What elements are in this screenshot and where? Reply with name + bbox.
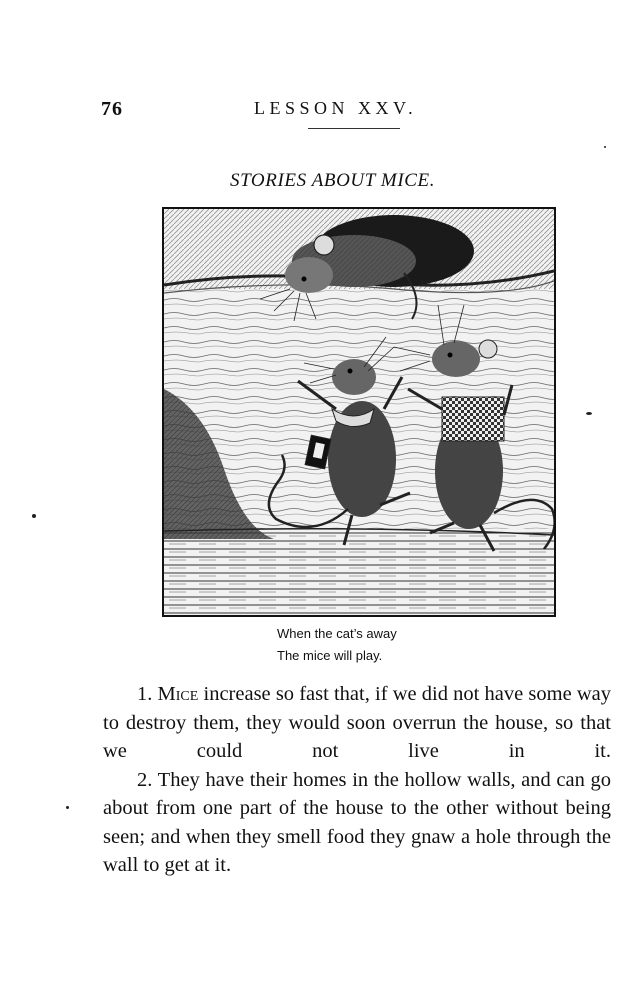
heading-rule	[308, 128, 400, 129]
paragraph-2	[103, 766, 611, 880]
lesson-heading: LESSON XXV.	[254, 98, 418, 118]
ink-speck	[66, 806, 69, 809]
ink-speck	[586, 412, 592, 415]
engraving	[164, 209, 554, 615]
story-title: STORIES ABOUT MICE.	[230, 170, 436, 191]
paragraph-lead: Mice	[157, 683, 199, 705]
caption-line-1: When the cat’s away	[277, 626, 397, 641]
lesson-body	[103, 680, 611, 880]
paragraph-text: increase so fast that, if we did not have some way to destroy them, they would soon overrun the house, so that we could not live in it.	[103, 683, 611, 762]
paragraph-number: 2.	[137, 768, 153, 791]
mice-illustration	[162, 207, 556, 617]
paragraph-1	[103, 680, 611, 766]
ink-speck	[604, 146, 606, 148]
paragraph-text: They have their homes in the hollow walls, and can go about from one part of the house to the other without being seen; and when they smell food they gnaw a hole through the wall to get at it.	[103, 768, 611, 876]
ink-speck	[32, 514, 36, 518]
page-number: 76	[101, 98, 123, 120]
paragraph-number: 1.	[137, 683, 153, 705]
caption-line-2: The mice will play.	[277, 648, 383, 663]
